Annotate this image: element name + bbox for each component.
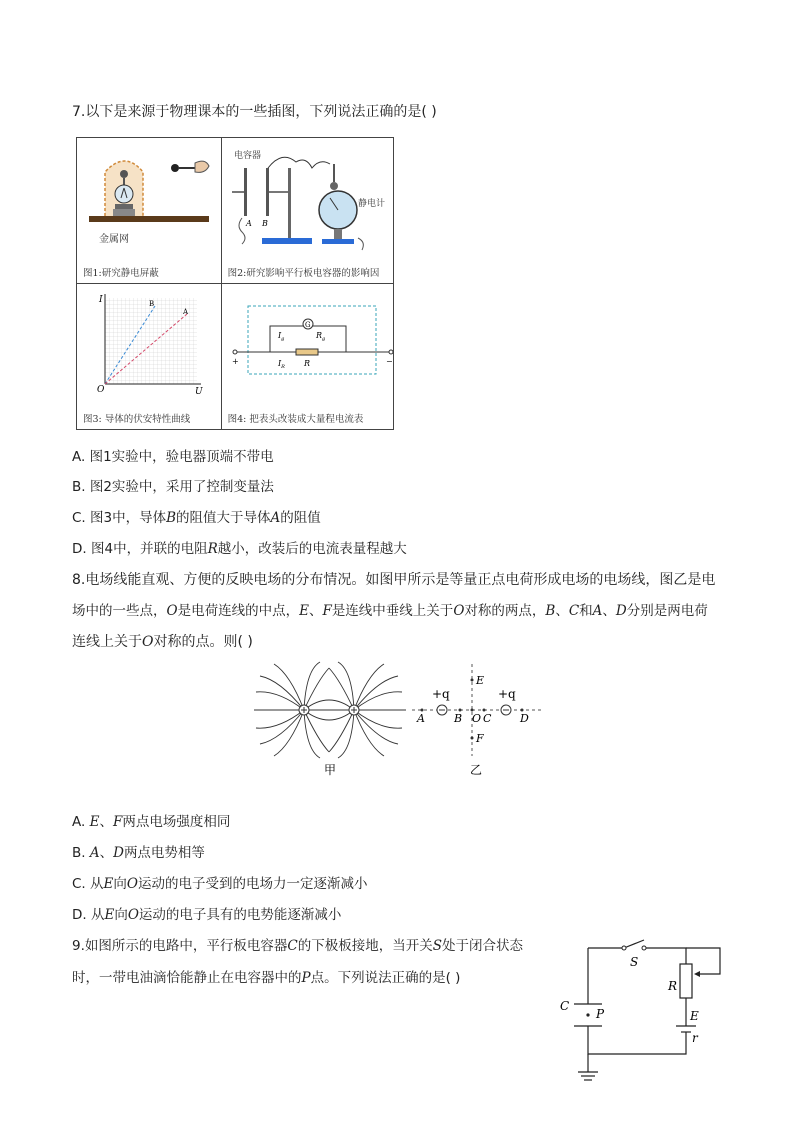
q9-circuit-diagram [552, 934, 732, 1084]
fig3-label-A: A [183, 308, 189, 316]
q8-option-b[interactable]: B. A、D两点电势相等 [72, 845, 205, 861]
fig1-label-mesh: 金属网 [99, 234, 129, 245]
fig2-label-A: A [245, 219, 252, 228]
fig2-label-capacitor: 电容器 [233, 151, 261, 161]
fig3-caption: 图3: 导体的伏安特性曲线 [83, 414, 191, 425]
label-F: F [476, 732, 484, 745]
label-D: D [520, 712, 529, 725]
q7-option-a[interactable]: A. 图1实验中，验电器顶端不带电 [72, 449, 274, 465]
fig4-IR: $I_R$ [277, 359, 285, 370]
fig4-minus: − [385, 357, 393, 366]
label-C: C [483, 712, 492, 725]
circuit-label-C: C [560, 999, 570, 1013]
fig3-label-B: B [149, 300, 155, 308]
fig3-label-O: O [97, 385, 105, 395]
fig2-label-B: B [261, 219, 268, 228]
circuit-label-r: r [692, 1031, 698, 1045]
fig2-cell [221, 138, 393, 284]
q7-figure-table [76, 137, 394, 430]
q8-option-c[interactable]: C. 从E向O运动的电子受到的电场力一定逐渐减小 [72, 876, 368, 892]
q7-stem: 7.以下是来源于物理课本的一些插图，下列说法正确的是( ) [72, 104, 437, 120]
q8-option-a[interactable]: A. E、F两点电场强度相同 [72, 814, 231, 830]
q8-stem-line1: 8.电场线能直观、方便的反映电场的分布情况。如图甲所示是等量正点电荷形成电场的电场线，图乙是电 [72, 572, 716, 588]
fig2-caption: 图2:研究影响平行板电容器的影响因 [227, 268, 380, 279]
fig-label-yi: 乙 [470, 763, 483, 777]
fig3-label-I: I [99, 295, 103, 305]
label-A: A [417, 712, 425, 725]
q9-stem-line2: 时，一带电油滴恰能静止在电容器中的P点。下列说法正确的是( ) [72, 970, 461, 986]
fig4-cell [221, 284, 393, 430]
q8-stem-line3: 连线上关于O对称的点。则( ) [72, 634, 253, 650]
label-O: O [472, 712, 482, 725]
fig4-caption: 图4: 把表头改装成大量程电流表 [227, 414, 364, 425]
fig4-ammeter-conversion [222, 284, 395, 430]
fig2-label-electrometer: 静电计 [357, 199, 385, 209]
fig3-iv-curve [77, 284, 222, 430]
circuit-label-E: E [690, 1009, 699, 1023]
label-q1: +q [432, 687, 450, 701]
circuit-label-R: R [668, 979, 678, 993]
label-B: B [454, 712, 463, 725]
fig4-R: R [303, 359, 310, 368]
field-lines-figure-jia [254, 662, 406, 758]
label-E: E [476, 674, 485, 687]
q8-figure [250, 660, 550, 780]
fig1-caption: 图1:研究静电屏蔽 [83, 268, 159, 279]
circuit-label-P: P [596, 1007, 605, 1021]
fig1-electroscope-shielding [77, 138, 222, 284]
fig1-cell [77, 138, 222, 284]
q8-stem-line2: 场中的一些点，O是电荷连线的中点，E、F是连线中垂线上关于O对称的两点，B、C和A、D分别是两电荷 [72, 603, 708, 619]
fig4-Rg: $R_g$ [315, 331, 325, 342]
fig4-Ig: $I_g$ [277, 331, 284, 342]
points-figure-yi [412, 664, 542, 777]
circuit-label-S: S [630, 955, 639, 969]
q7-option-d[interactable]: D. 图4中，并联的电阻R越小，改装后的电流表量程越大 [72, 541, 407, 557]
fig3-cell [77, 284, 222, 430]
fig4-plus: + [231, 357, 239, 366]
label-q2: +q [498, 687, 516, 701]
fig2-capacitor-electrometer [222, 138, 395, 284]
fig4-G: G [304, 321, 311, 329]
q8-option-d[interactable]: D. 从E向O运动的电子具有的电势能逐渐减小 [72, 907, 342, 923]
q7-option-c[interactable]: C. 图3中，导体B的阻值大于导体A的阻值 [72, 510, 321, 526]
fig-label-jia: 甲 [324, 763, 337, 777]
fig3-label-U: U [195, 387, 203, 397]
q9-stem-line1: 9.如图所示的电路中，平行板电容器C的下极板接地，当开关S处于闭合状态 [72, 938, 523, 954]
q7-option-b[interactable]: B. 图2实验中，采用了控制变量法 [72, 479, 274, 495]
